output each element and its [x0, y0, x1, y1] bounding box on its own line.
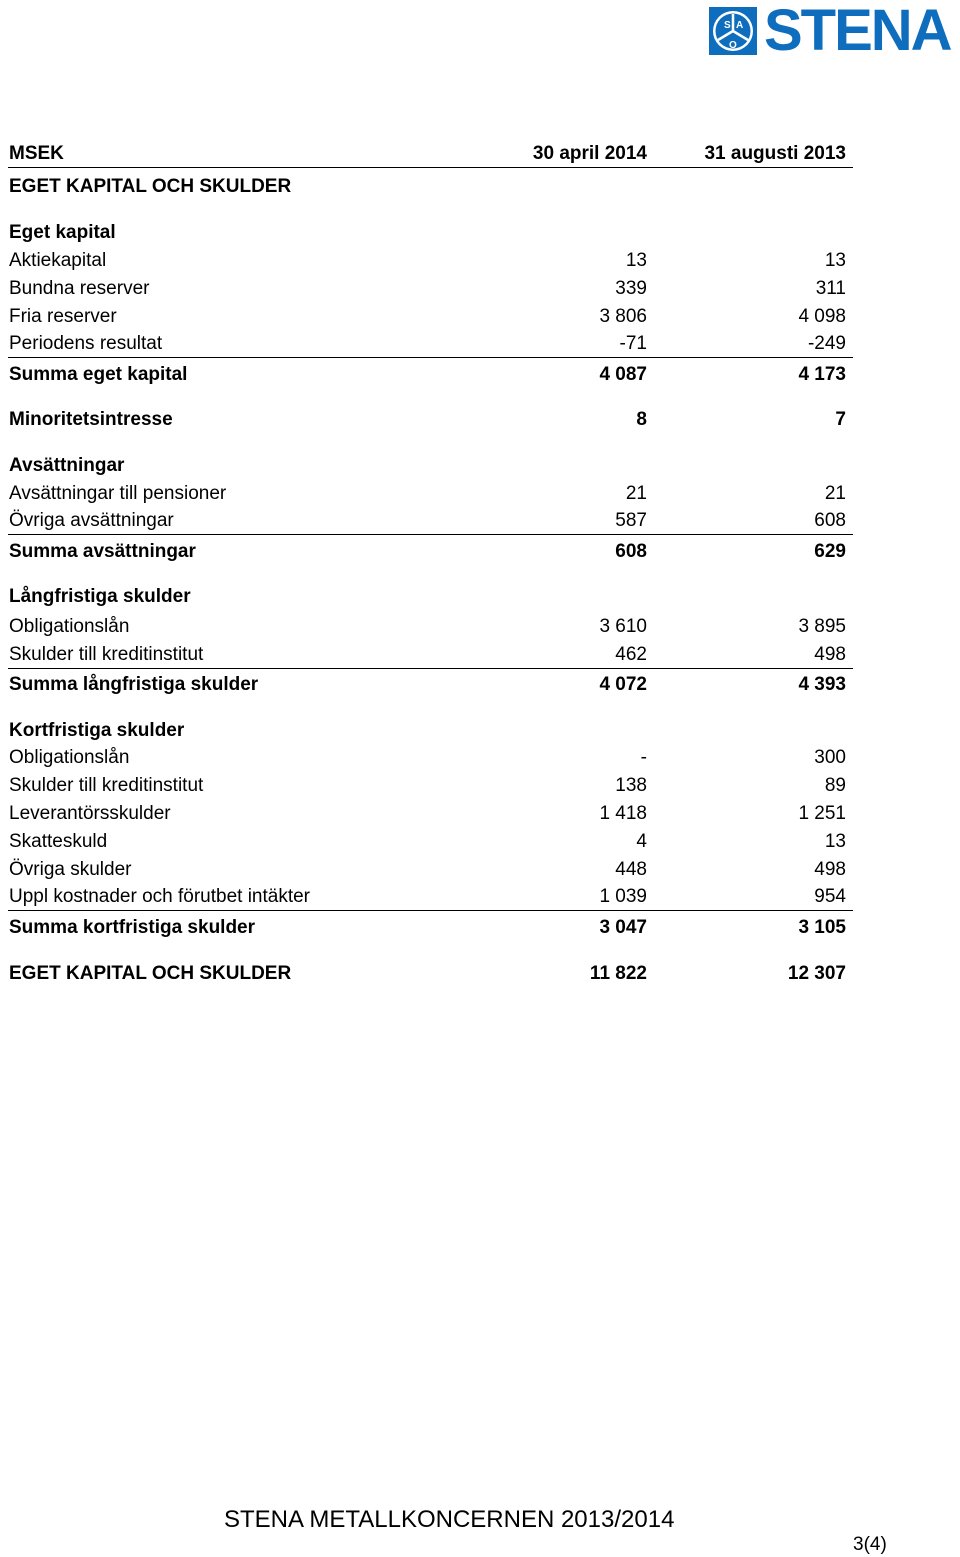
row-label: Summa eget kapital [9, 364, 188, 385]
svg-text:O: O [729, 40, 737, 51]
value-2014: 3 047 [599, 917, 647, 938]
row-label: Avsättningar till pensioner [9, 483, 227, 504]
table-row [8, 304, 853, 330]
row-label: Uppl kostnader och förutbet intäkter [9, 886, 311, 907]
value-2013: 300 [814, 747, 846, 768]
header-col-2014: 30 april 2014 [532, 143, 647, 164]
header-unit: MSEK [9, 143, 64, 164]
value-2013: 4 098 [798, 306, 846, 327]
row-label: Periodens resultat [9, 333, 163, 354]
table-row [8, 773, 853, 799]
row-label: Övriga skulder [9, 859, 132, 880]
row-label: Skatteskuld [9, 831, 108, 852]
value-2014: 4 [636, 831, 647, 852]
value-2013: 498 [814, 859, 846, 880]
table-row [8, 614, 853, 640]
table-row [8, 331, 853, 357]
grand-total-row [8, 961, 853, 987]
table-header [8, 141, 853, 167]
table-row [8, 857, 853, 883]
value-2013: -249 [807, 333, 846, 354]
row-label: Minoritetsintresse [9, 409, 173, 430]
table-row [8, 884, 853, 910]
value-2013: 311 [815, 278, 846, 299]
row-label: Obligationslån [9, 616, 130, 637]
value-2014: 1 039 [599, 886, 647, 907]
row-label: Eget kapital [9, 222, 116, 243]
table-row [8, 642, 853, 668]
group-heading-langfristiga [8, 584, 853, 610]
value-2013: 4 173 [798, 364, 846, 385]
value-2014: 11 822 [589, 963, 647, 984]
value-2013: 13 [824, 250, 846, 271]
value-2013: 4 393 [798, 674, 846, 695]
row-label: Skulder till kreditinstitut [9, 644, 204, 665]
svg-text:S: S [724, 20, 731, 31]
value-2013: 89 [824, 775, 846, 796]
value-2014: -71 [619, 333, 647, 354]
header-col-2013: 31 augusti 2013 [704, 143, 846, 164]
value-2014: 1 418 [599, 803, 647, 824]
value-2013: 3 105 [798, 917, 846, 938]
table-row [8, 745, 853, 771]
section-title [8, 174, 853, 200]
row-label: Fria reserver [9, 306, 117, 327]
value-2014: 587 [615, 510, 647, 531]
value-2014: 21 [625, 483, 647, 504]
value-2014: 3 610 [599, 616, 647, 637]
value-2014: 3 806 [599, 306, 647, 327]
row-label: EGET KAPITAL OCH SKULDER [9, 176, 292, 197]
page-footer: STENA METALLKONCERNEN 2013/2014 [224, 1506, 675, 1533]
subtotal-row [8, 362, 853, 388]
table-row [8, 508, 853, 534]
value-2013: 3 895 [798, 616, 846, 637]
value-2014: 13 [625, 250, 647, 271]
stena-wordmark: STENA [764, 0, 951, 63]
table-row [8, 276, 853, 302]
value-2014: 339 [615, 278, 647, 299]
subtotal-row [8, 539, 853, 565]
value-2014: 4 087 [599, 364, 647, 385]
row-label: Summa kortfristiga skulder [9, 917, 256, 938]
page-number: 3(4) [853, 1534, 887, 1555]
value-2013: 498 [814, 644, 846, 665]
row-label: EGET KAPITAL OCH SKULDER [9, 963, 292, 984]
value-2013: 21 [824, 483, 846, 504]
group-heading-eget-kapital [8, 220, 853, 246]
row-label: Övriga avsättningar [9, 510, 174, 531]
value-2014: 462 [615, 644, 647, 665]
row-label: Avsättningar [9, 455, 125, 476]
value-2013: 954 [814, 886, 846, 907]
value-2013: 13 [824, 831, 846, 852]
value-2014: 138 [615, 775, 647, 796]
value-2013: 1 251 [798, 803, 846, 824]
stena-seal-icon [708, 6, 758, 56]
stena-logo [708, 0, 956, 63]
table-row [8, 829, 853, 855]
row-label: Summa avsättningar [9, 541, 196, 562]
row-label: Summa långfristiga skulder [9, 674, 259, 695]
row-label: Kortfristiga skulder [9, 720, 185, 741]
row-label: Långfristiga skulder [9, 586, 191, 607]
table-row [8, 801, 853, 827]
row-label: Aktiekapital [9, 250, 107, 271]
value-2014: - [640, 747, 647, 768]
subtotal-row [8, 407, 853, 433]
value-2013: 608 [814, 510, 846, 531]
value-2014: 4 072 [599, 674, 647, 695]
svg-text:A: A [736, 20, 744, 31]
value-2013: 629 [814, 541, 846, 562]
table-row [8, 248, 853, 274]
value-2013: 12 307 [787, 963, 846, 984]
row-label: Skulder till kreditinstitut [9, 775, 204, 796]
row-label: Bundna reserver [9, 278, 150, 299]
value-2014: 448 [615, 859, 647, 880]
group-heading-kortfristiga [8, 718, 853, 744]
subtotal-row [8, 672, 853, 698]
subtotal-row [8, 915, 853, 941]
row-label: Obligationslån [9, 747, 130, 768]
value-2014: 608 [615, 541, 647, 562]
row-label: Leverantörsskulder [9, 803, 171, 824]
value-2014: 8 [636, 409, 647, 430]
group-heading-avsattningar [8, 453, 853, 479]
value-2013: 7 [835, 409, 846, 430]
table-row [8, 481, 853, 507]
